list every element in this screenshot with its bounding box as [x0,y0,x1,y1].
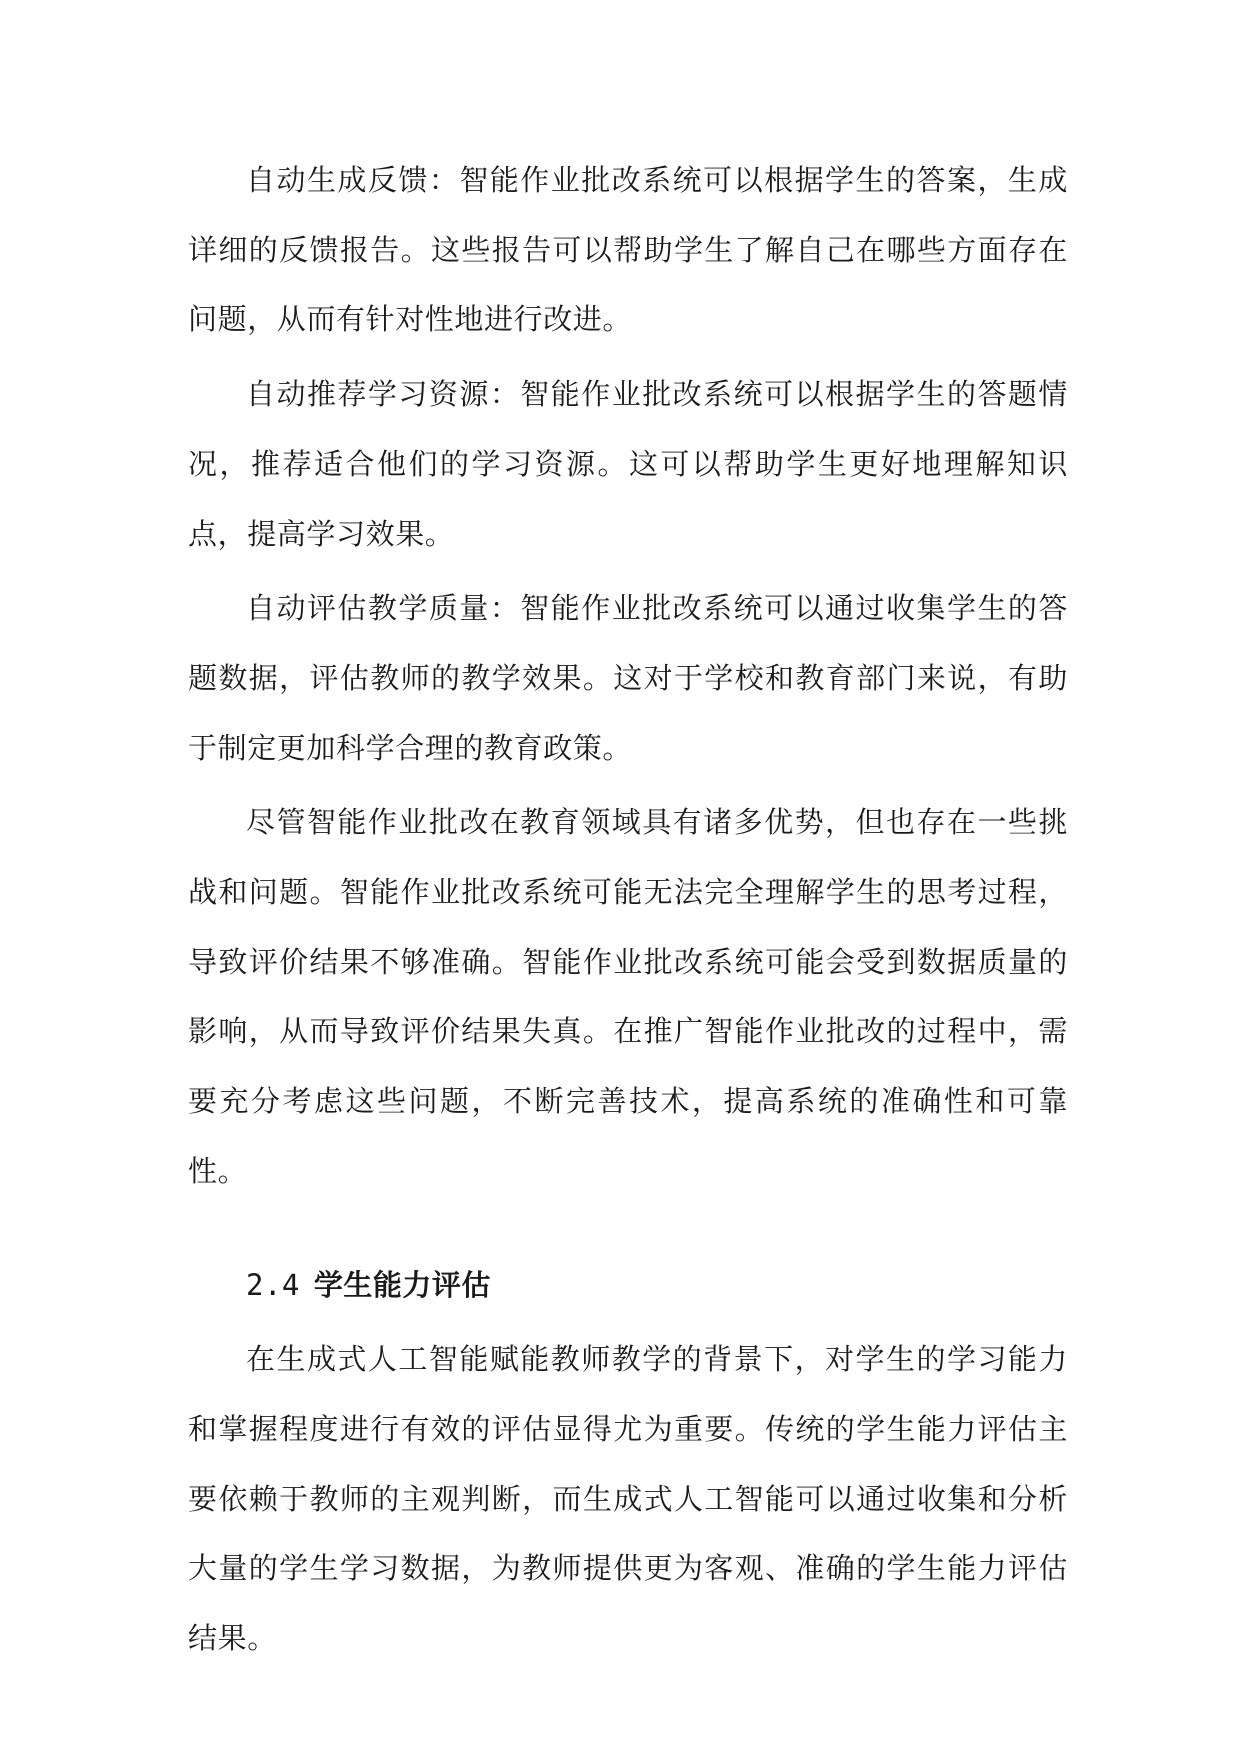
paragraph-student-assessment: 在生成式人工智能赋能教师教学的背景下，对学生的学习能力和掌握程度进行有效的评估显得尤为重要。传统的学生能力评估主要依赖于教师的主观判断，而生成式人工智能可以通过收集和分析大量的学生学习数据，为教师提供更为客观、准确的学生能力评估结果。 [188,1342,1068,1656]
paragraph-auto-recommend-resources: 自动推荐学习资源：智能作业批改系统可以根据学生的答题情况，推荐适合他们的学习资源。这可以帮助学生更好地理解知识点，提高学习效果。 [188,377,1068,551]
paragraph-auto-evaluate-teaching: 自动评估教学质量：智能作业批改系统可以通过收集学生的答题数据，评估教师的教学效果。这对于学校和教育部门来说，有助于制定更加科学合理的教育政策。 [188,591,1068,765]
paragraph-auto-feedback: 自动生成反馈：智能作业批改系统可以根据学生的答案，生成详细的反馈报告。这些报告可以帮助学生了解自己在哪些方面存在问题，从而有针对性地进行改进。 [188,163,1068,337]
document-body [188,146,1068,1679]
section-number: 2.4 [246,1267,300,1302]
paragraph-challenges: 尽管智能作业批改在教育领域具有诸多优势，但也存在一些挑战和问题。智能作业批改系统可能无法完全理解学生的思考过程，导致评价结果不够准确。智能作业批改系统可能会受到数据质量的影响，从而导致评价结果失真。在推广智能作业批改的过程中，需要充分考虑这些问题，不断完善技术，提高系统的准确性和可靠性。 [188,805,1068,1188]
section-title: 学生能力评估 [313,1267,491,1302]
section-heading [188,1251,1068,1321]
